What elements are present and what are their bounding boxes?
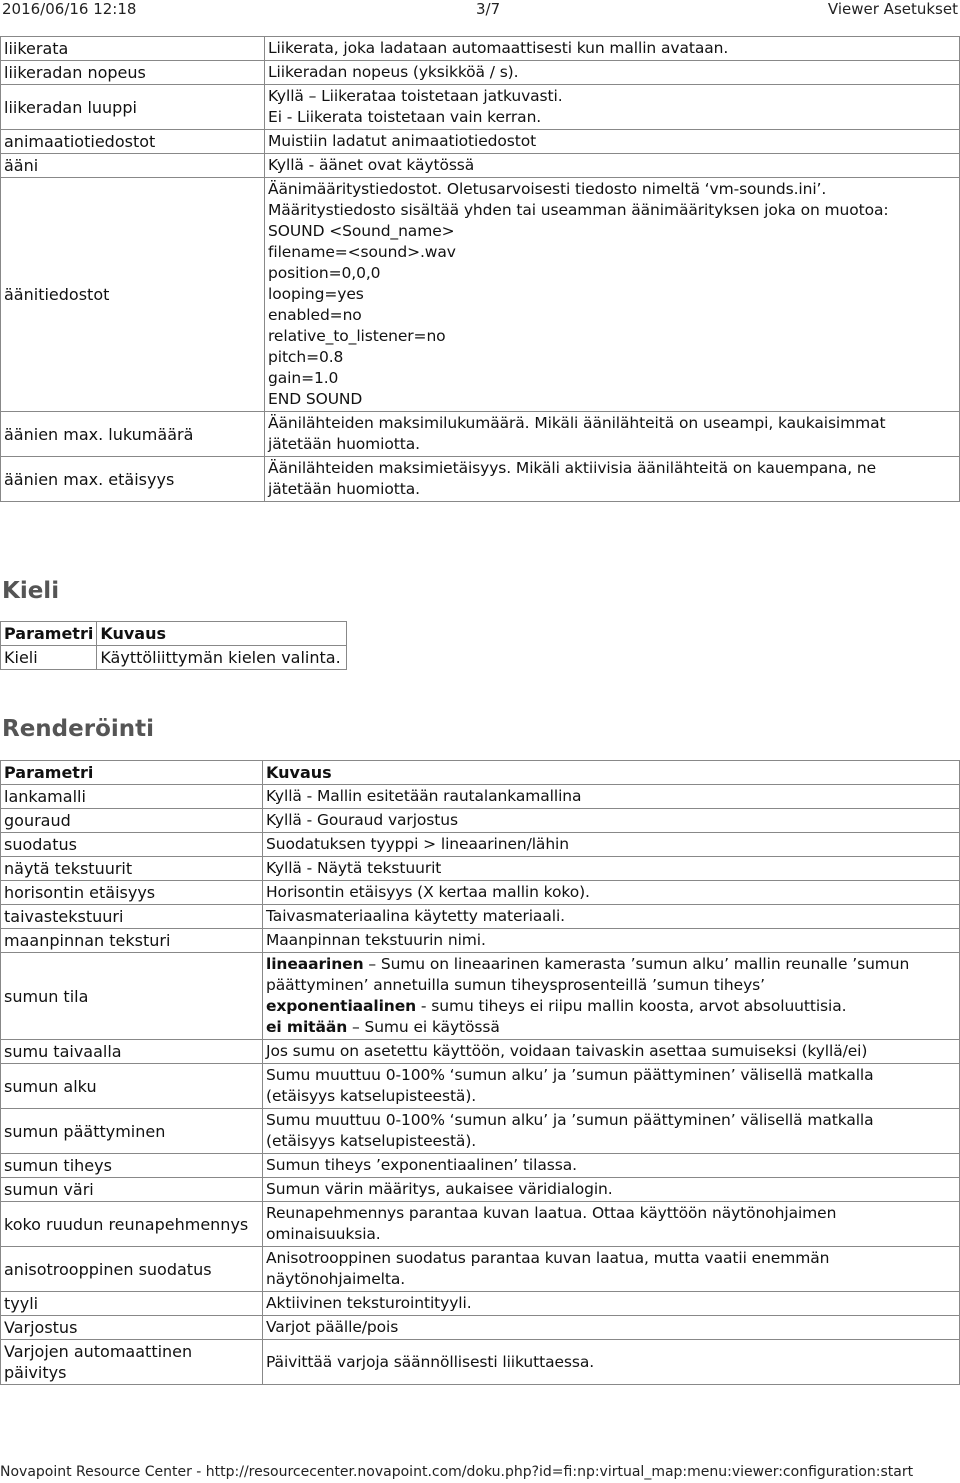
param-name: äänien max. etäisyys	[1, 457, 265, 502]
param-name: sumun väri	[1, 1178, 263, 1202]
table-row	[1, 154, 960, 178]
param-description: Sumu muuttuu 0-100% ‘sumun alku’ ja ’sumun päättyminen’ välisellä matkalla (etäisyys katselupisteestä).	[263, 1064, 960, 1109]
table-row	[1, 1178, 960, 1202]
param-name: liikerata	[1, 37, 265, 61]
param-description: Varjot päälle/pois	[263, 1316, 960, 1340]
table-row	[1, 412, 960, 457]
param-description: Horisontin etäisyys (X kertaa mallin koko).	[263, 881, 960, 905]
table-row	[1, 457, 960, 502]
param-description: Päivittää varjoja säännöllisesti liikuttaessa.	[263, 1340, 960, 1385]
param-name: Kieli	[1, 646, 97, 670]
table-row	[1, 85, 960, 130]
param-name: sumun tila	[1, 953, 263, 1040]
table-row	[1, 857, 960, 881]
param-name: ääni	[1, 154, 265, 178]
settings-table-sound	[0, 36, 960, 502]
table-row	[1, 881, 960, 905]
column-header: Kuvaus	[263, 761, 960, 785]
param-name: liikeradan nopeus	[1, 61, 265, 85]
param-name: taivastekstuuri	[1, 905, 263, 929]
param-name: gouraud	[1, 809, 263, 833]
param-description: Kyllä - Mallin esitetään rautalankamallina	[263, 785, 960, 809]
param-description: Reunapehmennys parantaa kuvan laatua. Ottaa käyttöön näytönohjaimen ominaisuuksia.	[263, 1202, 960, 1247]
param-description: Anisotrooppinen suodatus parantaa kuvan laatua, mutta vaatii enemmän näytönohjaimelta.	[263, 1247, 960, 1292]
param-description: Taivasmateriaalina käytetty materiaali.	[263, 905, 960, 929]
param-name: horisontin etäisyys	[1, 881, 263, 905]
param-description: Kyllä - Näytä tekstuurit	[263, 857, 960, 881]
param-name: anisotrooppinen suodatus	[1, 1247, 263, 1292]
section-title-renderointi: Renderöinti	[2, 716, 155, 742]
table-row	[1, 61, 960, 85]
param-name: suodatus	[1, 833, 263, 857]
table-row	[1, 1247, 960, 1292]
param-name: liikeradan luuppi	[1, 85, 265, 130]
param-description: Suodatuksen tyyppi > lineaarinen/lähin	[263, 833, 960, 857]
param-description: Äänimääritystiedostot. Oletusarvoisesti tiedosto nimeltä ‘vm-sounds.ini’. Määritystiedosto sisältää yhden tai useamman äänimäärityksen joka on muotoa: SOUND <Sound_name> filename=<sound>.wav position=0,0,0 looping=yes enabled=no relative_to_listener=no pitch=0.8 gain=1.0 END SOUND	[265, 178, 960, 412]
param-description: Kyllä - Gouraud varjostus	[263, 809, 960, 833]
param-description: Liikeradan nopeus (yksikköä / s).	[265, 61, 960, 85]
param-name: äänitiedostot	[1, 178, 265, 412]
table-row	[1, 178, 960, 412]
settings-table-renderointi	[0, 760, 960, 1385]
table-row	[1, 1292, 960, 1316]
param-description: Aktiivinen teksturointityyli.	[263, 1292, 960, 1316]
column-header: Kuvaus	[97, 622, 347, 646]
param-name: äänien max. lukumäärä	[1, 412, 265, 457]
table-row	[1, 1340, 960, 1385]
column-header: Parametri	[1, 622, 97, 646]
param-description: Kyllä – Liikerataa toistetaan jatkuvasti. Ei - Liikerata toistetaan vain kerran.	[265, 85, 960, 130]
table-header-row	[1, 761, 960, 785]
header-title: Viewer Asetukset	[827, 0, 958, 18]
param-name: sumu taivaalla	[1, 1040, 263, 1064]
param-description: Jos sumu on asetettu käyttöön, voidaan taivaskin asettaa sumuiseksi (kyllä/ei)	[263, 1040, 960, 1064]
param-description: lineaarinen – Sumu on lineaarinen kamerasta ’sumun alku’ mallin reunalle ’sumun päättyminen’ annetuilla sumun tiheysprosenteillä ’sumun tiheys’ exponentiaalinen - sumu tiheys ei riipu mallin koosta, arvot absoluuttisia. ei mitään – Sumu ei käytössä	[263, 953, 960, 1040]
param-description: Äänilähteiden maksimietäisyys. Mikäli aktiivisia äänilähteitä on kauempana, ne jätetään huomiotta.	[265, 457, 960, 502]
param-description: Muistiin ladatut animaatiotiedostot	[265, 130, 960, 154]
header-page-number: 3/7	[476, 0, 501, 18]
settings-table-kieli	[0, 621, 347, 670]
param-name: animaatiotiedostot	[1, 130, 265, 154]
table-row	[1, 905, 960, 929]
table-row	[1, 833, 960, 857]
param-name: Varjostus	[1, 1316, 263, 1340]
table-row	[1, 1202, 960, 1247]
table-row	[1, 1109, 960, 1154]
table-row	[1, 1316, 960, 1340]
param-description: Käyttöliittymän kielen valinta.	[97, 646, 347, 670]
table-row	[1, 785, 960, 809]
param-description: Maanpinnan tekstuurin nimi.	[263, 929, 960, 953]
table-row	[1, 1040, 960, 1064]
param-description: Sumun tiheys ’exponentiaalinen’ tilassa.	[263, 1154, 960, 1178]
param-name: sumun tiheys	[1, 1154, 263, 1178]
param-description: Sumun värin määritys, aukaisee väridialogin.	[263, 1178, 960, 1202]
table-row	[1, 953, 960, 1040]
param-name: maanpinnan teksturi	[1, 929, 263, 953]
column-header: Parametri	[1, 761, 263, 785]
param-name: lankamalli	[1, 785, 263, 809]
table-row	[1, 37, 960, 61]
page-footer: Novapoint Resource Center - http://resourcecenter.novapoint.com/doku.php?id=fi:np:virtual_map:menu:viewer:configuration:start	[0, 1464, 914, 1480]
param-description: Liikerata, joka ladataan automaattisesti kun mallin avataan.	[265, 37, 960, 61]
table-header-row	[1, 622, 347, 646]
table-row	[1, 929, 960, 953]
table-row	[1, 130, 960, 154]
param-name: näytä tekstuurit	[1, 857, 263, 881]
param-description: Kyllä - äänet ovat käytössä	[265, 154, 960, 178]
param-description: Äänilähteiden maksimilukumäärä. Mikäli äänilähteitä on useampi, kaukaisimmat jätetään huomiotta.	[265, 412, 960, 457]
param-name: sumun alku	[1, 1064, 263, 1109]
table-row	[1, 1064, 960, 1109]
header-datetime: 2016/06/16 12:18	[2, 0, 137, 18]
param-name: koko ruudun reunapehmennys	[1, 1202, 263, 1247]
table-row	[1, 809, 960, 833]
param-name: tyyli	[1, 1292, 263, 1316]
param-description: Sumu muuttuu 0-100% ‘sumun alku’ ja ’sumun päättyminen’ välisellä matkalla (etäisyys katselupisteestä).	[263, 1109, 960, 1154]
section-title-kieli: Kieli	[2, 578, 60, 604]
table-row	[1, 646, 347, 670]
param-name: sumun päättyminen	[1, 1109, 263, 1154]
page-header	[0, 0, 960, 18]
table-row	[1, 1154, 960, 1178]
param-name: Varjojen automaattinen päivitys	[1, 1340, 263, 1385]
